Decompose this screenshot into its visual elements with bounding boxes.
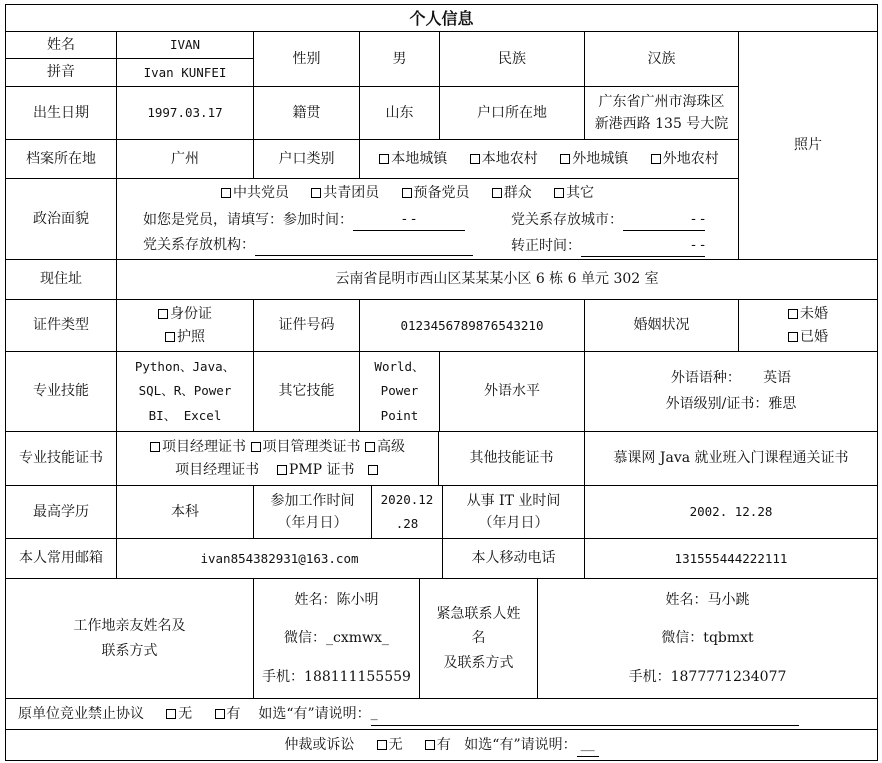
emergency-label (419, 578, 538, 699)
join-time-label: 如您是党员，请填写：参加时间： (143, 212, 353, 228)
hukou-type-label: 户口类别 (253, 139, 360, 179)
checkbox-icon (165, 332, 175, 342)
id-type-label: 证件类型 (5, 299, 117, 352)
id-type-option[interactable]: 护照 (165, 326, 205, 348)
checkbox-icon (150, 442, 160, 452)
emergency-wechat: 微信：tqbmxt (661, 630, 754, 647)
political-block (116, 178, 739, 260)
hukou-type-option[interactable]: 本地城镇 (379, 148, 447, 170)
checkbox-icon (377, 740, 387, 750)
checkbox-icon (788, 332, 798, 342)
language-type-label: 外语语种： (670, 369, 741, 386)
emergency-value[interactable] (537, 578, 878, 699)
it-time-label (442, 485, 585, 539)
hukou-location-value[interactable] (584, 86, 739, 140)
education-value[interactable]: 本科 (116, 485, 254, 539)
birth-label: 出生日期 (5, 86, 117, 140)
checkbox-icon (651, 154, 661, 164)
checkbox-icon (221, 188, 231, 198)
email-value[interactable]: ivan854382931@163.com (116, 538, 443, 579)
checkbox-icon (560, 154, 570, 164)
hukou-type-option[interactable]: 外地农村 (651, 148, 719, 170)
language-label: 外语水平 (439, 351, 585, 432)
archive-label: 档案所在地 (5, 139, 117, 179)
language-cert-label: 外语级别/证书： (665, 395, 769, 412)
checkbox-icon (365, 442, 375, 452)
checkbox-icon (492, 188, 502, 198)
education-label: 最高学历 (5, 485, 117, 539)
checkbox-icon (251, 442, 261, 452)
pro-cert-option[interactable]: 项目经理证书 (150, 439, 246, 455)
political-options (221, 182, 594, 204)
marital-label: 婚姻状况 (584, 299, 739, 352)
litigation-yes-option[interactable]: 有 (425, 734, 451, 756)
pro-cert-option[interactable]: 项目管理类证书 (251, 439, 361, 455)
other-skills-line: World、 (374, 358, 425, 374)
language-cert-value: 雅思 (768, 395, 797, 412)
work-time-label-line: （年月日） (277, 515, 348, 531)
litigation-explain-label: 如选“有”请说明： (464, 736, 577, 753)
litigation-label: 仲裁或诉讼 (284, 736, 355, 753)
pro-skills-line: SQL、R、Power (138, 383, 232, 399)
hukou-type-option[interactable]: 本地农村 (470, 148, 538, 170)
hukou-location-label: 户口所在地 (439, 86, 585, 140)
emergency-name: 姓名：马小跳 (665, 591, 750, 608)
work-relative-label-line: 联系方式 (101, 642, 158, 659)
other-skills-line: Point (380, 407, 419, 423)
pro-cert-option[interactable] (368, 462, 380, 478)
marital-option[interactable]: 已婚 (788, 326, 828, 348)
language-type-value: 英语 (763, 369, 792, 386)
pinyin-label: 拼音 (5, 58, 117, 87)
checkbox-icon (425, 740, 435, 750)
name-value[interactable]: IVAN (116, 31, 254, 59)
party-city-label: 党关系存放城市： (511, 212, 623, 228)
address-value[interactable]: 云南省昆明市西山区某某某小区 6 栋 6 单元 302 室 (116, 259, 878, 300)
pro-cert-option-cont: 项目经理证书 (175, 461, 260, 478)
hukou-location-line1: 广东省广州市海珠区 (598, 93, 725, 110)
checkbox-icon (470, 154, 480, 164)
checkbox-icon (215, 709, 225, 719)
other-skills-value[interactable] (359, 351, 440, 432)
pro-cert-option[interactable]: PMP 证书 (277, 462, 355, 478)
phone-value[interactable]: 131555444222111 (584, 538, 878, 579)
language-value[interactable] (584, 351, 878, 432)
work-time-line: 2020.12 (380, 492, 434, 508)
political-option[interactable]: 中共党员 (221, 185, 289, 201)
noncompete-no-option[interactable]: 无 (166, 703, 192, 725)
political-label: 政治面貌 (5, 178, 117, 260)
political-option[interactable]: 其它 (554, 185, 594, 201)
gender-value[interactable]: 男 (359, 31, 440, 87)
regular-time-field[interactable]: - - (581, 234, 705, 257)
work-relative-value[interactable] (253, 578, 420, 699)
ethnicity-label: 民族 (439, 31, 585, 87)
checkbox-icon (788, 309, 798, 319)
pro-cert-options (116, 431, 439, 486)
marital-option[interactable]: 未婚 (788, 303, 828, 325)
hukou-type-option[interactable]: 外地城镇 (560, 148, 628, 170)
form-title: 个人信息 (5, 4, 878, 32)
pinyin-value[interactable]: Ivan KUNFEI (116, 58, 254, 87)
emergency-phone: 手机：1877771234077 (628, 668, 787, 685)
noncompete-row (5, 698, 878, 730)
political-option[interactable]: 预备党员 (402, 185, 470, 201)
checkbox-icon (311, 188, 321, 198)
party-city-field[interactable]: - - (623, 208, 705, 231)
id-type-options (116, 299, 254, 352)
work-relative-name: 姓名：陈小明 (294, 591, 379, 608)
political-option[interactable]: 共青团员 (311, 185, 379, 201)
marital-options (738, 299, 878, 352)
work-relative-label (5, 578, 254, 699)
it-time-label-line: 从事 IT 业时间 (466, 492, 561, 509)
noncompete-label: 原单位竞业禁止协议 (18, 705, 144, 722)
checkbox-icon (166, 709, 176, 719)
id-number-value[interactable]: 0123456789876543210 (359, 299, 585, 352)
email-label: 本人常用邮箱 (5, 538, 117, 579)
other-cert-label: 其他技能证书 (438, 431, 585, 486)
checkbox-icon (379, 154, 389, 164)
name-label: 姓名 (5, 31, 117, 59)
phone-label: 本人移动电话 (442, 538, 585, 579)
work-relative-wechat: 微信：_cxmwx_ (284, 630, 389, 647)
emergency-label-line: 紧急联系人姓 (436, 605, 521, 622)
native-value[interactable]: 山东 (359, 86, 440, 140)
work-time-label (253, 485, 372, 539)
litigation-row (5, 729, 878, 761)
pro-cert-option[interactable]: 高级 (365, 439, 405, 455)
emergency-label-line: 及联系方式 (443, 654, 514, 671)
join-time-field[interactable]: - - (353, 208, 465, 231)
birth-value[interactable]: 1997.03.17 (116, 86, 254, 140)
litigation-explain-field[interactable]: __ (577, 733, 599, 756)
regular-time-label: 转正时间： (511, 238, 581, 254)
other-cert-value[interactable]: 慕课网 Java 就业班入门课程通关证书 (584, 431, 878, 486)
noncompete-explain-label: 如选“有”请说明： (258, 705, 371, 722)
noncompete-explain-field[interactable]: _ (371, 702, 799, 725)
checkbox-icon (554, 188, 564, 198)
checkbox-icon (368, 465, 378, 475)
work-time-value[interactable] (371, 485, 443, 539)
native-label: 籍贯 (253, 86, 360, 140)
id-number-label: 证件号码 (253, 299, 360, 352)
work-time-label-line: 参加工作时间 (270, 492, 355, 509)
work-relative-phone: 手机：188111155559 (262, 668, 411, 685)
political-option[interactable]: 群众 (492, 185, 532, 201)
checkbox-icon (277, 465, 287, 475)
pro-cert-label: 专业技能证书 (5, 431, 117, 486)
emergency-label-line: 名 (471, 630, 486, 647)
archive-value[interactable]: 广州 (116, 139, 254, 179)
id-type-option[interactable]: 身份证 (158, 303, 212, 325)
other-skills-line: Power (380, 383, 419, 399)
hukou-location-line2: 新港西路 135 号大院 (594, 116, 729, 132)
pro-skills-value[interactable] (116, 351, 254, 432)
checkbox-icon (158, 309, 168, 319)
hukou-type-options (359, 139, 739, 179)
checkbox-icon (402, 188, 412, 198)
litigation-no-option[interactable]: 无 (377, 734, 403, 756)
pro-skills-line: Python、Java、 (134, 358, 236, 374)
gender-label: 性别 (253, 31, 360, 87)
pro-skills-line: BI、 Excel (148, 407, 222, 423)
address-label: 现住址 (5, 259, 117, 300)
party-org-field[interactable] (255, 239, 473, 256)
work-relative-label-line: 工作地亲友姓名及 (73, 618, 186, 634)
it-time-label-line: （年月日） (478, 515, 549, 531)
pro-skills-label: 专业技能 (5, 351, 117, 432)
work-time-line: .28 (395, 516, 419, 531)
ethnicity-value[interactable]: 汉族 (584, 31, 739, 87)
noncompete-yes-option[interactable]: 有 (215, 703, 241, 725)
party-org-label: 党关系存放机构： (143, 237, 255, 253)
photo-box[interactable]: 照片 (738, 31, 878, 260)
it-time-value[interactable]: 2002. 12.28 (584, 485, 878, 539)
other-skills-label: 其它技能 (253, 351, 360, 432)
